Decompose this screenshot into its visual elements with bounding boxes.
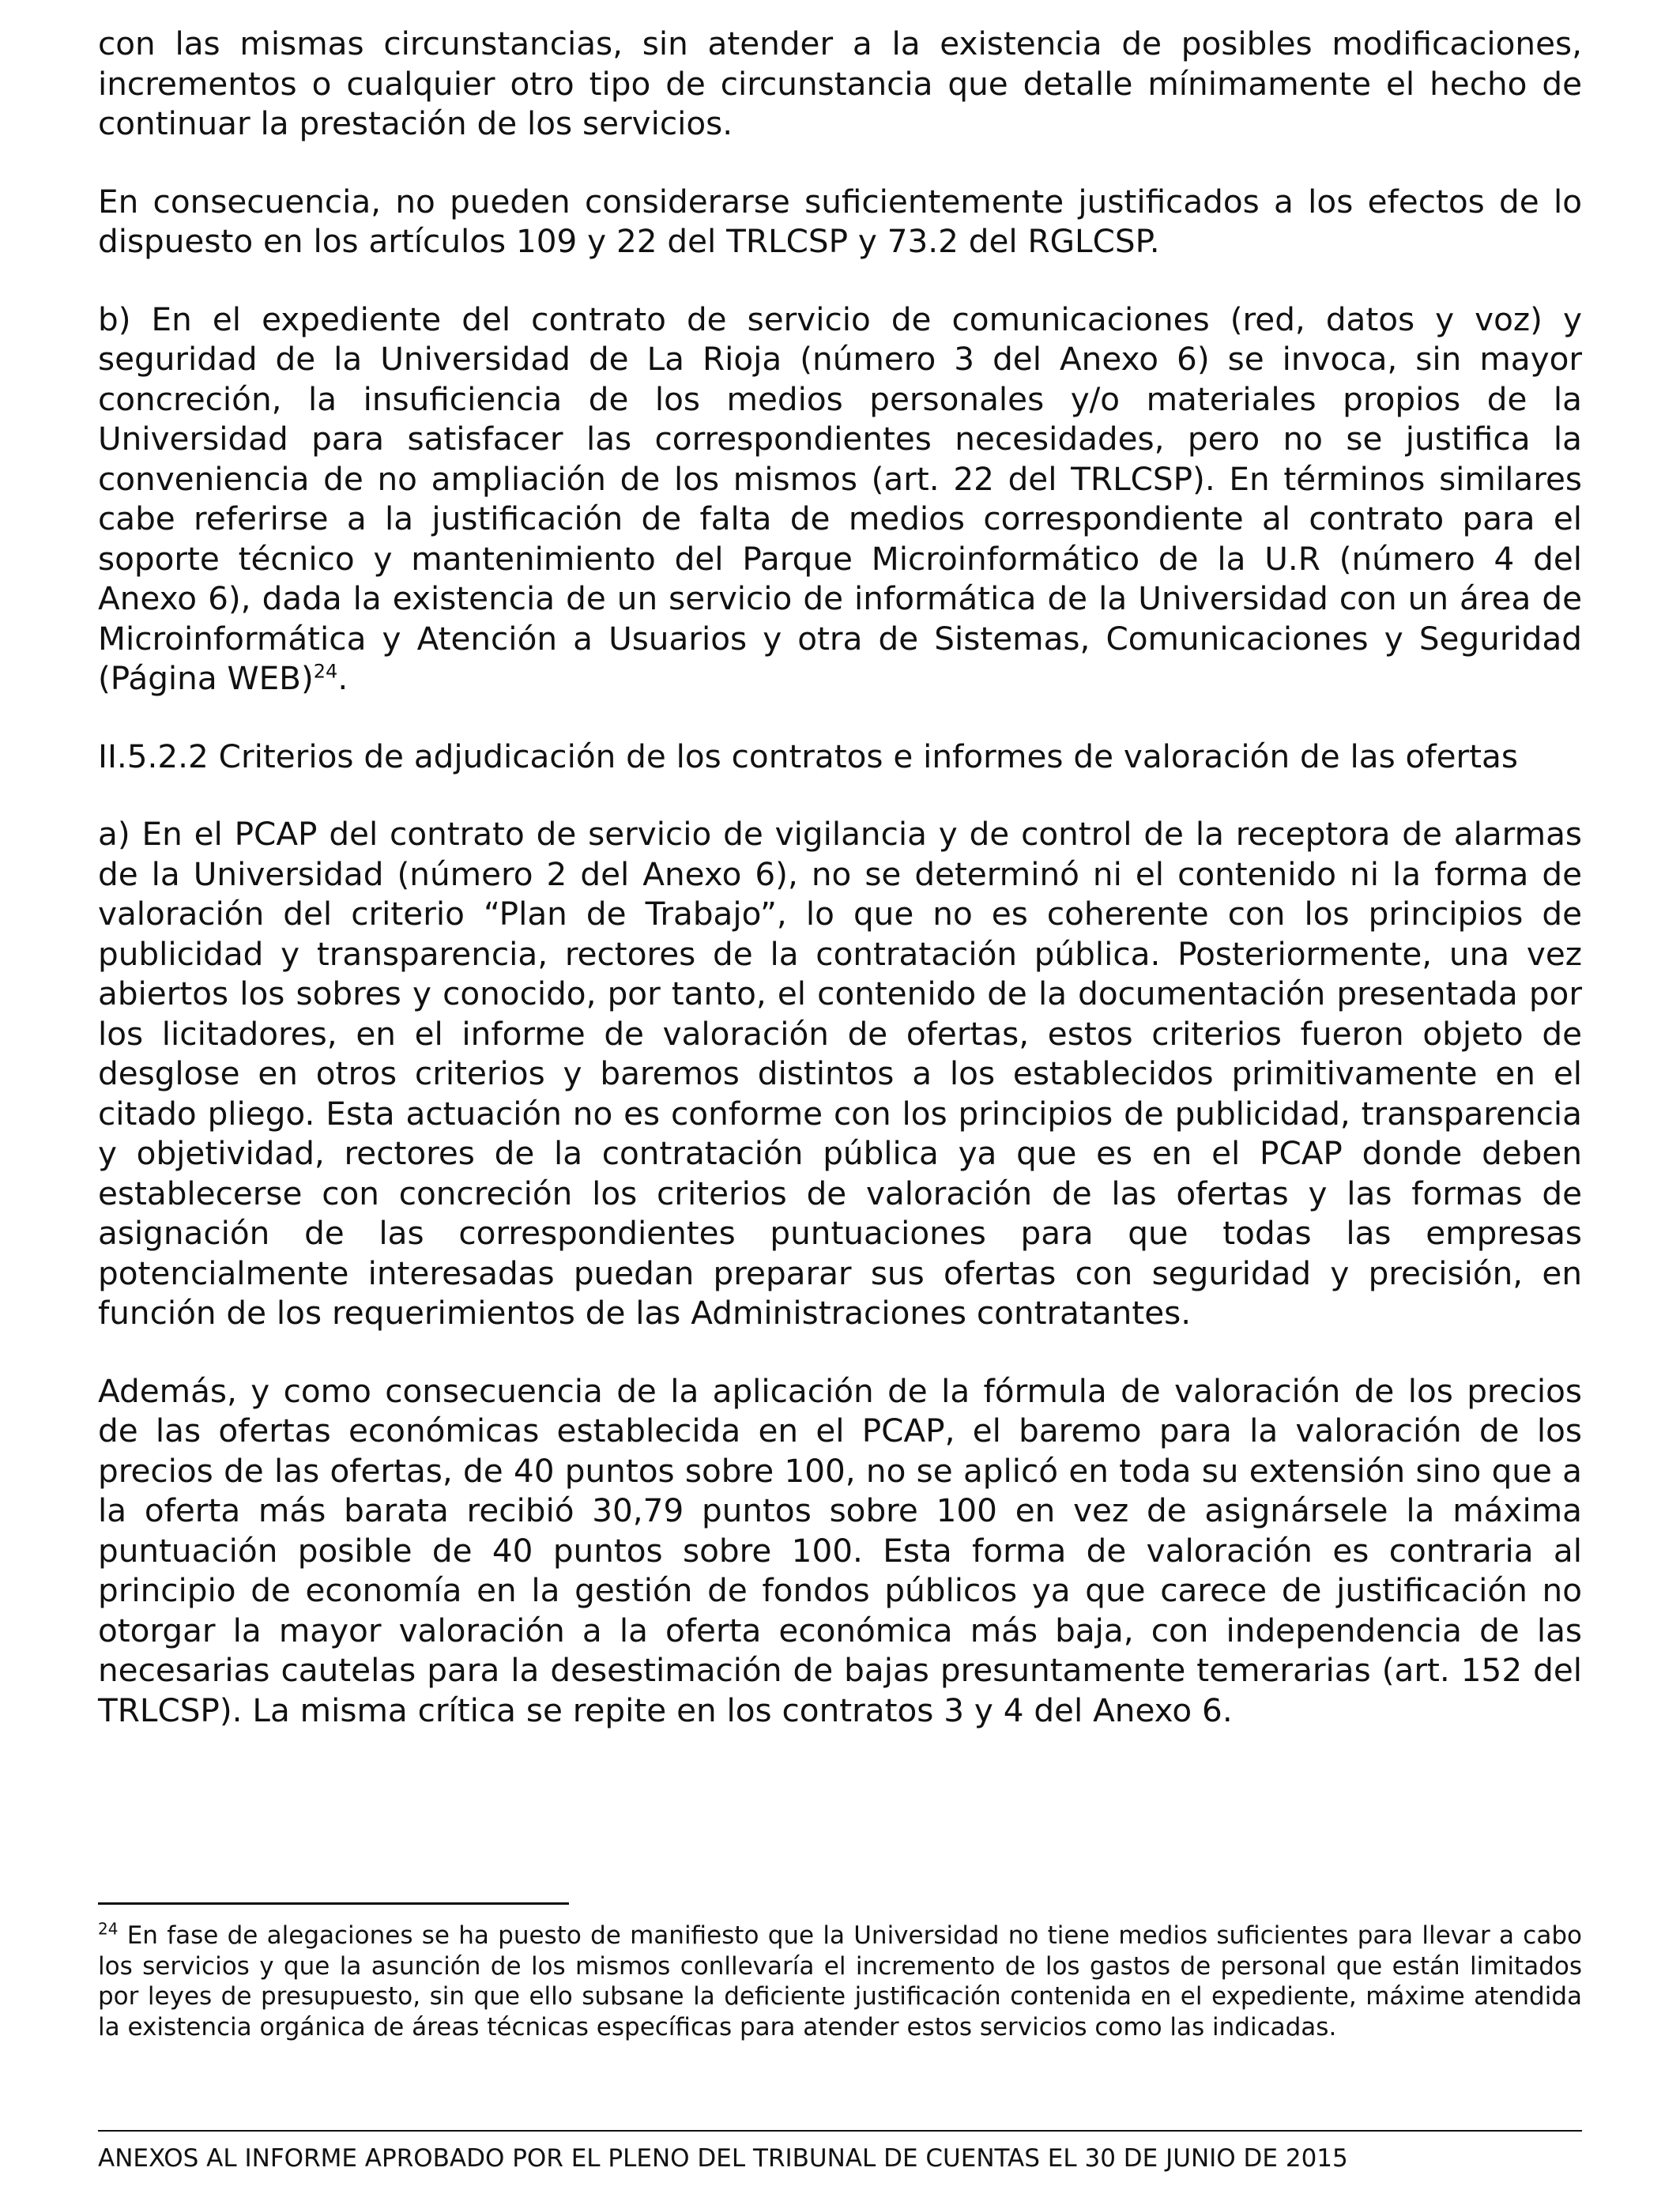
paragraph-price-valuation: Además, y como consecuencia de la aplicación de la fórmula de valoración de los precios de las ofertas económicas establecida en el PCAP, el baremo para la valoración de los precios de las ofertas, de 40 puntos sobre 100, no se aplicó en toda su extensión sino que a la oferta más barata recibió 30,79 puntos sobre 100 en vez de asignársele la máxima puntuación posible de 40 puntos sobre 100. Esta forma de valoración es contraria al principio de economía en la gestión de fondos públicos ya que carece de justificación no otorgar la mayor valoración a la oferta económica más baja, con independencia de las necesarias cautelas para la desestimación de bajas presuntamente temerarias (art. 152 del TRLCSP). La misma crítica se repite en los contratos 3 y 4 del Anexo 6.: [98, 1371, 1582, 1729]
footnote-separator: [98, 1902, 569, 1905]
paragraph-b-text: b) En el expediente del contrato de servicio de comunicaciones (red, datos y voz) y seguridad de la Universidad de La Rioja (número 3 del Anexo 6) se invoca, sin mayor concreción, la insuficiencia de los medios personales y/o materiales propios de la Universidad para satisfacer las correspondientes necesidades, pero no se justifica la conveniencia de no ampliación de los mismos (art. 22 del TRLCSP). En términos similares cabe referirse a la justificación de falta de medios correspondiente al contrato para el soporte técnico y mantenimiento del Parque Microinformático de la U.R (número 4 del Anexo 6), dada la existencia de un servicio de informática de la Universidad con un área de Microinformática y Atención a Usuarios y otra de Sistemas, Comunicaciones y Seguridad (Página WEB): [98, 300, 1582, 697]
paragraph-b-communications-contract: [98, 300, 1582, 699]
page-footer: ANEXOS AL INFORME APROBADO POR EL PLENO DEL TRIBUNAL DE CUENTAS EL 30 DE JUNIO DE 2015: [98, 2144, 1348, 2173]
paragraph-conclusion: En consecuencia, no pueden considerarse suficientemente justificados a los efectos de lo dispuesto en los artículos 109 y 22 del TRLCSP y 73.2 del RGLCSP.: [98, 182, 1582, 260]
paragraph-a-pcap-surveillance: a) En el PCAP del contrato de servicio de vigilancia y de control de la receptora de alarmas de la Universidad (número 2 del Anexo 6), no se determinó ni el contenido ni la forma de valoración del criterio “Plan de Trabajo”, lo que no es coherente con los principios de publicidad y transparencia, rectores de la contratación pública. Posteriormente, una vez abiertos los sobres y conocido, por tanto, el contenido de la documentación presentada por los licitadores, en el informe de valoración de ofertas, estos criterios fueron objeto de desglose en otros criterios y baremos distintos a los establecidos primitivamente en el citado pliego. Esta actuación no es conforme con los principios de publicidad, transparencia y objetividad, rectores de la contratación pública ya que es en el PCAP donde deben establecerse con concreción los criterios de valoración de las ofertas y las formas de asignación de las correspondientes puntuaciones para que todas las empresas potencialmente interesadas puedan preparar sus ofertas con seguridad y precisión, en función de los requerimientos de las Administraciones contratantes.: [98, 815, 1582, 1332]
footer-separator: [98, 2130, 1582, 2132]
document-body: [98, 24, 1582, 1768]
footnote-text: En fase de alegaciones se ha puesto de manifiesto que la Universidad no tiene medios suficientes para llevar a cabo los servicios y que la asunción de los mismos conllevaría el incremento de los gastos de personal que están limitados por leyes de presupuesto, sin que ello subsane la deficiente justificación contenida en el expediente, máxime atendida la existencia orgánica de áreas técnicas específicas para atender estos servicios como las indicadas.: [98, 1921, 1582, 2041]
footnote-24: [98, 1921, 1582, 2042]
paragraph-continuation: con las mismas circunstancias, sin atender a la existencia de posibles modificaciones, incrementos o cualquier otro tipo de circunstancia que detalle mínimamente el hecho de continuar la prestación de los servicios.: [98, 25, 1582, 142]
footnote-number: 24: [98, 1919, 119, 1939]
footnote-reference-24[interactable]: 24: [313, 660, 338, 683]
section-heading: II.5.2.2 Criterios de adjudicación de los contratos e informes de valoración de las ofertas: [98, 737, 1518, 775]
paragraph-b-end: .: [337, 659, 348, 697]
